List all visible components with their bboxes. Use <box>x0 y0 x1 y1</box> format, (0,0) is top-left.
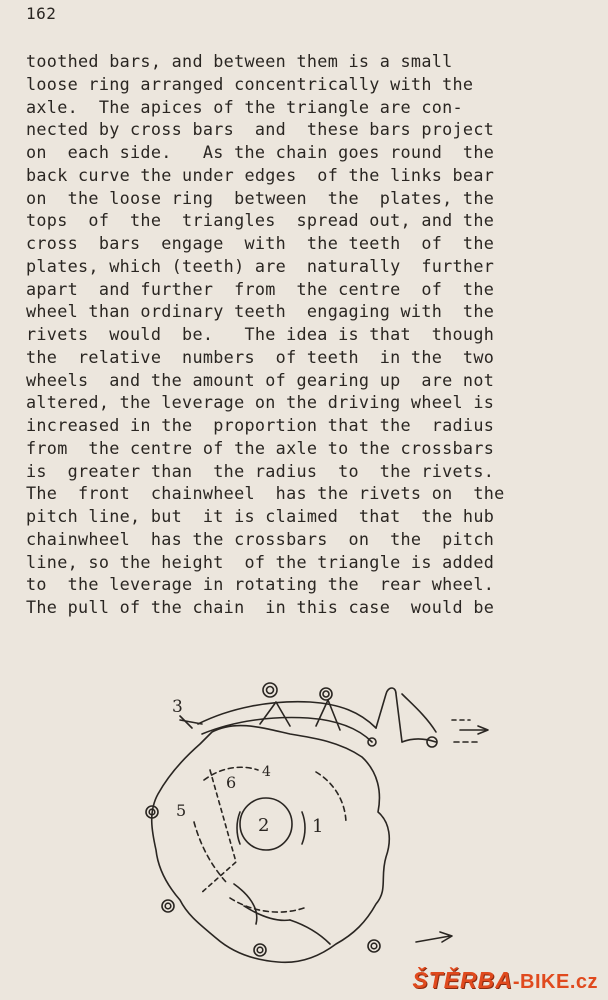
text-line: tops of the triangles spread out, and the <box>26 210 495 231</box>
page-number: 162 <box>26 4 57 23</box>
figure-label-5: 5 <box>176 801 187 820</box>
figure-label-3: 3 <box>172 697 183 717</box>
watermark <box>412 967 598 994</box>
text-line: cross bars engage with the teeth of the <box>26 233 495 253</box>
text-line: nected by cross bars and these bars project <box>26 119 495 140</box>
figure-label-4: 4 <box>262 764 271 780</box>
text-line: on each side. As the chain goes round the <box>26 142 495 162</box>
watermark-brand: ŠTĚRBA <box>412 967 513 993</box>
text-line: pitch line, but it is claimed that the hub <box>26 506 495 526</box>
text-line: toothed bars, and between them is a small <box>26 51 453 71</box>
text-line: wheel than ordinary teeth engaging with the <box>26 301 495 322</box>
text-line: plates, which (teeth) are naturally further <box>26 255 495 276</box>
watermark-suffix: -BIKE.cz <box>512 971 598 993</box>
text-line: The pull of the chain in this case would be <box>26 597 495 617</box>
text-line: the relative numbers of teeth in the two <box>26 346 495 367</box>
text-line: The front chainwheel has the rivets on the <box>26 483 505 504</box>
text-line: apart and further from the centre of the <box>26 278 495 299</box>
text-line: to the leverage in rotating the rear wheel. <box>26 574 495 595</box>
text-line: chainwheel has the crossbars on the pitch <box>26 528 495 549</box>
text-line: rivets would be. The idea is that though <box>26 324 495 344</box>
figure-label-6: 6 <box>226 773 237 792</box>
figure-label-2: 2 <box>258 815 270 836</box>
text-line: wheels and the amount of gearing up are not <box>26 369 495 390</box>
text-line: increased in the proportion that the radius <box>26 415 495 435</box>
text-line: from the centre of the axle to the crossbars <box>26 437 495 458</box>
text-line: axle. The apices of the triangle are con- <box>26 96 463 117</box>
text-line: line, so the height of the triangle is added <box>26 551 495 572</box>
text-line: loose ring arranged concentrically with the <box>26 73 474 94</box>
chainwheel-diagram <box>140 672 500 980</box>
text-line: altered, the leverage on the driving wheel is <box>26 392 495 413</box>
chainwheel-sketch-icon <box>140 672 500 980</box>
figure-label-1: 1 <box>312 816 324 837</box>
body-text <box>26 50 586 619</box>
text-line: on the loose ring between the plates, the <box>26 187 495 208</box>
text-line: is greater than the radius to the rivets. <box>26 460 495 481</box>
text-line: back curve the under edges of the links bear <box>26 164 495 185</box>
